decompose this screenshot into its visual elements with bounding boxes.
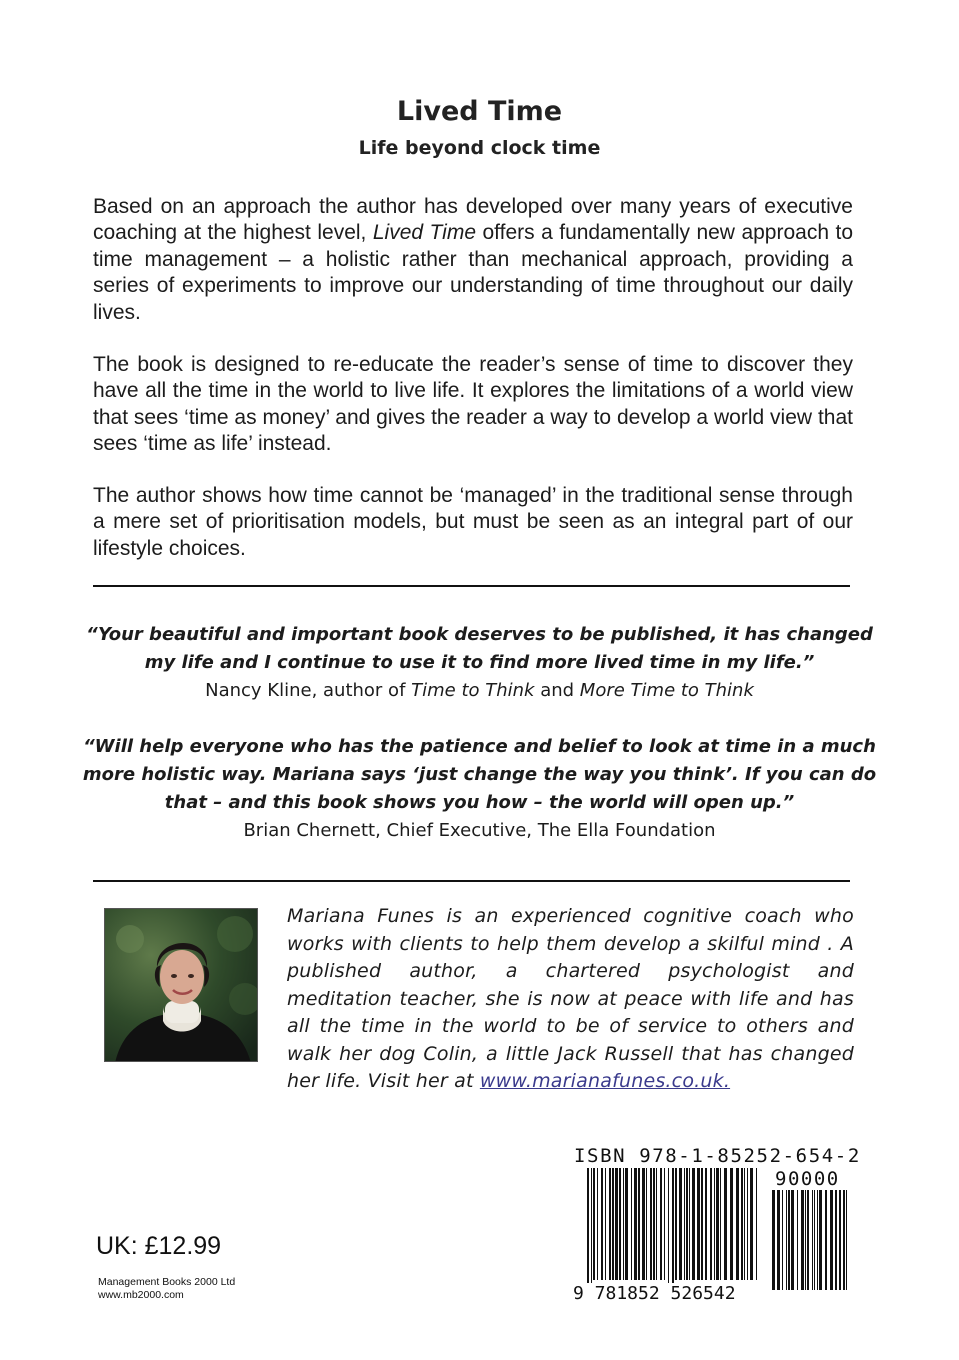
barcode-bar [801,1190,804,1290]
price-label: UK: £12.99 [96,1232,222,1260]
barcode-bar [724,1168,727,1280]
barcode-bar [653,1168,655,1280]
barcode-bar [839,1190,841,1290]
barcode-bar [689,1168,690,1280]
barcode-bar [625,1168,628,1280]
barcode-bar [730,1168,733,1280]
barcode-bar [720,1168,721,1280]
barcode-bar [744,1168,745,1280]
endorsement-2-attribution: Brian Chernett, Chief Executive, The Ella Foundation [243,820,716,841]
barcode-bar [664,1168,665,1280]
barcode-bar [619,1168,621,1280]
addon-code: 90000 [775,1168,840,1190]
barcode-bar [672,1168,674,1292]
barcode-bar [741,1168,743,1280]
blurb-paragraph-2: The book is designed to re-educate the reader’s sense of time to discover they have all the time in the world to live life. It explores the limitations of a world view that sees ‘time as money’ and gives the reader a way to develop a world view that sees ‘time as life’ instead. [93,353,853,456]
book-reference-2: More Time to Think [579,680,754,701]
barcode-bar [788,1190,790,1290]
endorsement-1-text: “Your beautiful and important book deserves to be published, it has changed my life and I continue to use it to find more lived time in my life.” [86,624,873,673]
book-subtitle: Life beyond clock time [358,137,601,159]
author-website-link[interactable]: www.marianafunes.co.uk. [479,1070,731,1092]
barcode-bar [656,1168,657,1280]
barcode-bar [805,1190,806,1290]
barcode-bar [716,1168,719,1280]
barcode-addon [770,1190,850,1302]
attribution-and: and [534,680,580,701]
divider-top [93,585,850,587]
endorsement-1-attribution [80,677,879,705]
barcode-bar [819,1190,822,1290]
author-bio [287,903,854,1096]
barcode-bar [684,1168,685,1280]
barcode-bar [843,1190,845,1290]
barcode-bar [825,1190,827,1290]
barcode-bar [591,1168,592,1292]
barcode-bar [835,1190,837,1290]
barcode-bar [631,1168,632,1280]
blurb-p1-end: offers a fundamentally new approach to time management – a holistic rather than mechanical approach, providing a series of experiments to improve our understanding of time throughout our daily lives. [93,221,853,324]
attribution-prefix: Nancy Kline, author of [205,680,412,701]
barcode-bar [668,1168,669,1292]
barcode-bar [701,1168,703,1280]
endorsement-1 [80,621,879,705]
barcode-bar [597,1168,598,1280]
endorsement-2 [80,733,879,845]
barcode-bar [817,1190,818,1290]
barcode-bar [807,1190,809,1290]
isbn-text: ISBN 978-1-85252-654-2 [574,1145,861,1167]
endorsement-2-text: “Will help everyone who has the patience and belief to look at time in a much more holistic way. Mariana says ‘just change the way you think’. If you can do that – and this book shows you how – the world will open up.” [82,736,877,813]
barcode-bar [830,1190,833,1290]
barcode-bar [692,1168,695,1280]
barcode-bar [675,1168,677,1280]
barcode-ean13 [585,1168,763,1292]
barcode-bar [697,1168,700,1280]
publisher-info [98,1276,235,1302]
barcode-bar [710,1168,712,1280]
book-title: Lived Time [396,96,563,127]
barcode-bar [782,1190,783,1290]
barcode-bar [605,1168,606,1280]
blurb-paragraph-3: The author shows how time cannot be ‘managed’ in the traditional sense through a mere set of prioritisation models, but must be seen as an integral part of our lifestyle choices. [93,484,853,560]
divider-bottom [93,880,850,882]
ean-digits: 9 781852 526542 [573,1283,736,1304]
blurb-p1-start: Based on an approach the author has developed over many years of executive coaching at the highest level, [93,195,853,245]
barcode-bar [650,1168,652,1280]
barcode-bar [756,1168,757,1280]
barcode-bar [750,1168,753,1280]
blurb-paragraph-1 [93,194,853,326]
barcode-bar [601,1168,603,1280]
barcode-bar [587,1168,589,1292]
barcode-bar [612,1168,614,1280]
barcode-bar [777,1190,780,1290]
barcode-bar [679,1168,682,1280]
barcode-bar [791,1190,794,1290]
barcode-bar [642,1168,645,1280]
barcode-bar [638,1168,640,1280]
author-bio-text: Mariana Funes is an experienced cognitive coach who works with clients to help them develop a skilful mind . A published author, a chartered psychologist and meditation teacher, she is now at peace with life and has all the time in the world to be of service to others and walk her dog Colin, a little Jack Russell that has changed her life. Visit her at [287,905,854,1092]
barcode-bar [593,1168,595,1280]
barcode-bar [634,1168,637,1280]
publisher-url: www.mb2000.com [98,1289,184,1301]
barcode-bar [609,1168,611,1280]
publisher-name: Management Books 2000 Ltd [98,1276,236,1288]
barcode-bar [797,1190,798,1290]
barcode-bar [705,1168,707,1280]
barcode-bar [736,1168,739,1280]
blurb-p1-title: Lived Time [372,221,477,245]
barcode-bar [772,1190,775,1290]
barcode-bar [846,1190,847,1290]
barcode-bar [812,1190,813,1290]
barcode-bar [646,1168,647,1280]
author-portrait-image [105,909,258,1062]
book-reference-1: Time to Think [411,680,535,701]
barcode-bar [686,1168,688,1280]
barcode-bar [786,1190,787,1290]
barcode-bar [714,1168,715,1280]
barcode-bar [660,1168,662,1280]
barcode-bar [814,1190,815,1290]
barcode-bar [615,1168,618,1280]
author-photo [104,908,258,1062]
barcode-bar [623,1168,624,1280]
barcode-bar [747,1168,748,1280]
